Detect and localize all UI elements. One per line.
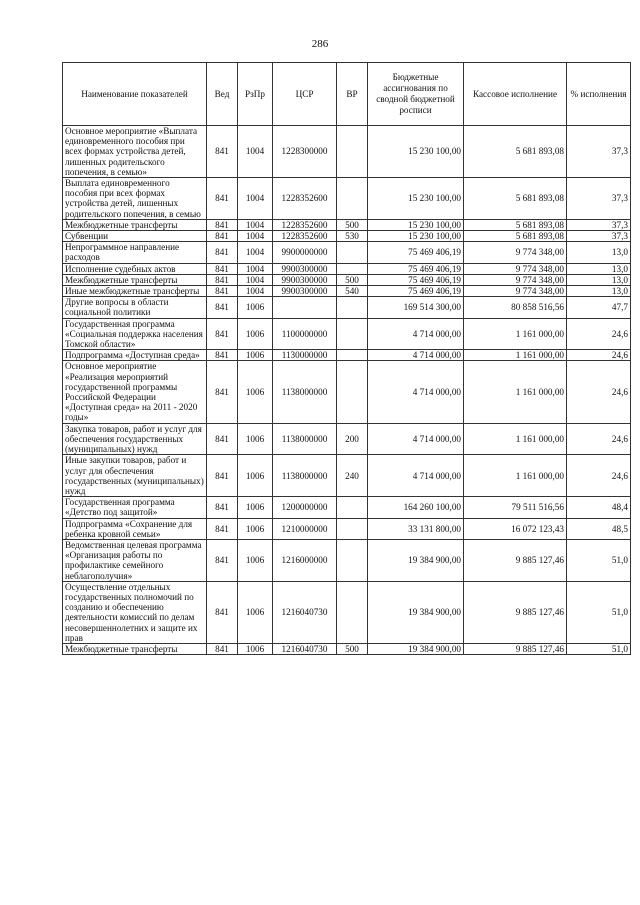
cell-vr: 540 bbox=[337, 286, 368, 297]
cell-csr bbox=[273, 297, 337, 318]
cell-percent: 37,3 bbox=[567, 178, 631, 220]
header-assignments: Бюджетные ассигнования по сводной бюджетной росписи bbox=[368, 63, 464, 126]
cell-csr: 1216000000 bbox=[273, 539, 337, 581]
cell-cash-execution: 9 885 127,46 bbox=[464, 643, 567, 654]
table-row bbox=[63, 423, 631, 455]
cell-percent: 24,6 bbox=[567, 350, 631, 361]
cell-csr: 1228352600 bbox=[273, 178, 337, 220]
cell-name: Непрограммное направление расходов bbox=[63, 242, 207, 263]
table-row bbox=[63, 643, 631, 654]
cell-ved: 841 bbox=[207, 318, 238, 350]
cell-vr bbox=[337, 518, 368, 539]
cell-vr bbox=[337, 539, 368, 581]
cell-rzpr: 1006 bbox=[238, 455, 273, 497]
cell-assignments: 15 230 100,00 bbox=[368, 231, 464, 242]
cell-rzpr: 1004 bbox=[238, 242, 273, 263]
cell-percent: 13,0 bbox=[567, 286, 631, 297]
cell-ved: 841 bbox=[207, 455, 238, 497]
cell-assignments: 33 131 800,00 bbox=[368, 518, 464, 539]
header-cash-execution: Кассовое исполнение bbox=[464, 63, 567, 126]
cell-percent: 37,3 bbox=[567, 126, 631, 178]
cell-assignments: 19 384 900,00 bbox=[368, 539, 464, 581]
table-row bbox=[63, 455, 631, 497]
cell-vr bbox=[337, 178, 368, 220]
cell-csr: 1138000000 bbox=[273, 455, 337, 497]
cell-percent: 48,4 bbox=[567, 497, 631, 518]
table-body bbox=[63, 126, 631, 655]
cell-vr bbox=[337, 126, 368, 178]
cell-name: Ведомственная целевая программа «Организация работы по профилактике семейного неблагополучия» bbox=[63, 539, 207, 581]
cell-percent: 13,0 bbox=[567, 263, 631, 274]
cell-percent: 24,6 bbox=[567, 361, 631, 423]
cell-assignments: 4 714 000,00 bbox=[368, 350, 464, 361]
cell-assignments: 75 469 406,19 bbox=[368, 286, 464, 297]
cell-cash-execution: 9 885 127,46 bbox=[464, 581, 567, 643]
header-percent-execution: % исполнения bbox=[567, 63, 631, 126]
cell-vr bbox=[337, 297, 368, 318]
cell-cash-execution: 9 885 127,46 bbox=[464, 539, 567, 581]
cell-csr: 9900000000 bbox=[273, 242, 337, 263]
cell-rzpr: 1006 bbox=[238, 581, 273, 643]
cell-name: Межбюджетные трансферты bbox=[63, 219, 207, 230]
cell-percent: 24,6 bbox=[567, 423, 631, 455]
cell-name: Иные закупки товаров, работ и услуг для обеспечения государственных (муниципальных) нужд bbox=[63, 455, 207, 497]
cell-percent: 51,0 bbox=[567, 581, 631, 643]
cell-assignments: 15 230 100,00 bbox=[368, 126, 464, 178]
table-row bbox=[63, 297, 631, 318]
cell-percent: 47,7 bbox=[567, 297, 631, 318]
cell-assignments: 75 469 406,19 bbox=[368, 263, 464, 274]
table-row bbox=[63, 361, 631, 423]
cell-vr: 500 bbox=[337, 219, 368, 230]
page-number: 286 bbox=[311, 38, 329, 50]
cell-rzpr: 1006 bbox=[238, 318, 273, 350]
cell-csr: 1138000000 bbox=[273, 361, 337, 423]
table-row bbox=[63, 318, 631, 350]
cell-cash-execution: 9 774 348,00 bbox=[464, 263, 567, 274]
table-row bbox=[63, 581, 631, 643]
cell-name: Межбюджетные трансферты bbox=[63, 643, 207, 654]
cell-cash-execution: 1 161 000,00 bbox=[464, 455, 567, 497]
header-name: Наименование показателей bbox=[63, 63, 207, 126]
cell-cash-execution: 79 511 516,56 bbox=[464, 497, 567, 518]
cell-name: Подпрограмма «Сохранение для ребенка кровной семьи» bbox=[63, 518, 207, 539]
cell-percent: 24,6 bbox=[567, 318, 631, 350]
table-row bbox=[63, 518, 631, 539]
cell-percent: 51,0 bbox=[567, 539, 631, 581]
cell-assignments: 4 714 000,00 bbox=[368, 318, 464, 350]
cell-percent: 13,0 bbox=[567, 242, 631, 263]
table-row bbox=[63, 242, 631, 263]
cell-assignments: 169 514 300,00 bbox=[368, 297, 464, 318]
cell-ved: 841 bbox=[207, 518, 238, 539]
cell-ved: 841 bbox=[207, 539, 238, 581]
cell-csr: 1138000000 bbox=[273, 423, 337, 455]
budget-execution-table bbox=[62, 62, 631, 655]
cell-percent: 13,0 bbox=[567, 274, 631, 285]
cell-cash-execution: 5 681 893,08 bbox=[464, 126, 567, 178]
cell-name: Другие вопросы в области социальной политики bbox=[63, 297, 207, 318]
cell-vr bbox=[337, 350, 368, 361]
cell-rzpr: 1006 bbox=[238, 643, 273, 654]
cell-rzpr: 1004 bbox=[238, 286, 273, 297]
cell-vr bbox=[337, 242, 368, 263]
cell-cash-execution: 9 774 348,00 bbox=[464, 242, 567, 263]
cell-name: Подпрограмма «Доступная среда» bbox=[63, 350, 207, 361]
cell-ved: 841 bbox=[207, 497, 238, 518]
cell-percent: 37,3 bbox=[567, 219, 631, 230]
cell-csr: 1210000000 bbox=[273, 518, 337, 539]
cell-ved: 841 bbox=[207, 178, 238, 220]
table-header-row bbox=[63, 63, 631, 126]
cell-assignments: 15 230 100,00 bbox=[368, 178, 464, 220]
cell-ved: 841 bbox=[207, 242, 238, 263]
header-ved: Вед bbox=[207, 63, 238, 126]
cell-name: Основное мероприятие «Выплата единовременного пособия при всех формах устройства детей, лишенных родительского попечения, в семью» bbox=[63, 126, 207, 178]
cell-ved: 841 bbox=[207, 423, 238, 455]
cell-name: Государственная программа «Социальная поддержка населения Томской области» bbox=[63, 318, 207, 350]
cell-name: Основное мероприятие «Реализация мероприятий государственной программы Российской Федерации «Доступная среда» на 2011 - 2020 годы» bbox=[63, 361, 207, 423]
cell-assignments: 19 384 900,00 bbox=[368, 643, 464, 654]
table-row bbox=[63, 350, 631, 361]
cell-cash-execution: 1 161 000,00 bbox=[464, 318, 567, 350]
table-row bbox=[63, 231, 631, 242]
cell-csr: 1228300000 bbox=[273, 126, 337, 178]
table-row bbox=[63, 178, 631, 220]
table-row bbox=[63, 263, 631, 274]
cell-cash-execution: 80 858 516,56 bbox=[464, 297, 567, 318]
cell-name: Межбюджетные трансферты bbox=[63, 274, 207, 285]
cell-csr: 9900300000 bbox=[273, 263, 337, 274]
cell-assignments: 4 714 000,00 bbox=[368, 361, 464, 423]
cell-assignments: 19 384 900,00 bbox=[368, 581, 464, 643]
cell-vr: 200 bbox=[337, 423, 368, 455]
cell-ved: 841 bbox=[207, 361, 238, 423]
table-row bbox=[63, 219, 631, 230]
cell-rzpr: 1006 bbox=[238, 423, 273, 455]
cell-csr: 9900300000 bbox=[273, 286, 337, 297]
cell-cash-execution: 1 161 000,00 bbox=[464, 361, 567, 423]
table-row bbox=[63, 274, 631, 285]
cell-cash-execution: 5 681 893,08 bbox=[464, 178, 567, 220]
cell-assignments: 164 260 100,00 bbox=[368, 497, 464, 518]
cell-vr bbox=[337, 263, 368, 274]
cell-rzpr: 1006 bbox=[238, 350, 273, 361]
cell-csr: 1200000000 bbox=[273, 497, 337, 518]
cell-name: Субвенции bbox=[63, 231, 207, 242]
cell-ved: 841 bbox=[207, 263, 238, 274]
cell-csr: 1228352600 bbox=[273, 231, 337, 242]
cell-name: Иные межбюджетные трансферты bbox=[63, 286, 207, 297]
cell-cash-execution: 5 681 893,08 bbox=[464, 219, 567, 230]
cell-rzpr: 1006 bbox=[238, 497, 273, 518]
cell-cash-execution: 1 161 000,00 bbox=[464, 350, 567, 361]
cell-name: Исполнение судебных актов bbox=[63, 263, 207, 274]
table-row bbox=[63, 126, 631, 178]
cell-name: Выплата единовременного пособия при всех формах устройства детей, лишенных родительского попечения, в семью bbox=[63, 178, 207, 220]
cell-assignments: 75 469 406,19 bbox=[368, 242, 464, 263]
cell-csr: 1216040730 bbox=[273, 643, 337, 654]
cell-percent: 37,3 bbox=[567, 231, 631, 242]
cell-ved: 841 bbox=[207, 219, 238, 230]
cell-ved: 841 bbox=[207, 297, 238, 318]
cell-cash-execution: 16 072 123,43 bbox=[464, 518, 567, 539]
cell-name: Государственная программа «Детство под защитой» bbox=[63, 497, 207, 518]
cell-rzpr: 1004 bbox=[238, 178, 273, 220]
cell-rzpr: 1004 bbox=[238, 219, 273, 230]
cell-csr: 1216040730 bbox=[273, 581, 337, 643]
cell-percent: 24,6 bbox=[567, 455, 631, 497]
cell-cash-execution: 9 774 348,00 bbox=[464, 286, 567, 297]
cell-cash-execution: 5 681 893,08 bbox=[464, 231, 567, 242]
cell-percent: 48,5 bbox=[567, 518, 631, 539]
cell-vr: 500 bbox=[337, 643, 368, 654]
cell-ved: 841 bbox=[207, 581, 238, 643]
cell-rzpr: 1006 bbox=[238, 539, 273, 581]
cell-vr: 500 bbox=[337, 274, 368, 285]
cell-assignments: 4 714 000,00 bbox=[368, 423, 464, 455]
cell-csr: 1100000000 bbox=[273, 318, 337, 350]
cell-ved: 841 bbox=[207, 350, 238, 361]
table-row bbox=[63, 286, 631, 297]
cell-ved: 841 bbox=[207, 274, 238, 285]
cell-percent: 51,0 bbox=[567, 643, 631, 654]
cell-rzpr: 1004 bbox=[238, 274, 273, 285]
cell-vr bbox=[337, 318, 368, 350]
header-vr: ВР bbox=[337, 63, 368, 126]
cell-ved: 841 bbox=[207, 126, 238, 178]
cell-vr bbox=[337, 361, 368, 423]
cell-rzpr: 1006 bbox=[238, 361, 273, 423]
cell-rzpr: 1006 bbox=[238, 297, 273, 318]
cell-vr: 530 bbox=[337, 231, 368, 242]
cell-csr: 1130000000 bbox=[273, 350, 337, 361]
cell-rzpr: 1004 bbox=[238, 231, 273, 242]
cell-csr: 1228352600 bbox=[273, 219, 337, 230]
cell-name: Закупка товаров, работ и услуг для обеспечения государственных (муниципальных) нужд bbox=[63, 423, 207, 455]
header-rzpr: РзПр bbox=[238, 63, 273, 126]
cell-vr: 240 bbox=[337, 455, 368, 497]
cell-assignments: 4 714 000,00 bbox=[368, 455, 464, 497]
cell-ved: 841 bbox=[207, 286, 238, 297]
cell-assignments: 75 469 406,19 bbox=[368, 274, 464, 285]
cell-rzpr: 1004 bbox=[238, 263, 273, 274]
header-csr: ЦСР bbox=[273, 63, 337, 126]
cell-assignments: 15 230 100,00 bbox=[368, 219, 464, 230]
cell-name: Осуществление отдельных государственных полномочий по созданию и обеспечению деятельности комиссий по делам несовершеннолетних и защите их прав bbox=[63, 581, 207, 643]
table-row bbox=[63, 497, 631, 518]
cell-cash-execution: 1 161 000,00 bbox=[464, 423, 567, 455]
cell-rzpr: 1006 bbox=[238, 518, 273, 539]
cell-cash-execution: 9 774 348,00 bbox=[464, 274, 567, 285]
table-row bbox=[63, 539, 631, 581]
cell-vr bbox=[337, 581, 368, 643]
cell-ved: 841 bbox=[207, 643, 238, 654]
cell-csr: 9900300000 bbox=[273, 274, 337, 285]
cell-rzpr: 1004 bbox=[238, 126, 273, 178]
cell-ved: 841 bbox=[207, 231, 238, 242]
cell-vr bbox=[337, 497, 368, 518]
